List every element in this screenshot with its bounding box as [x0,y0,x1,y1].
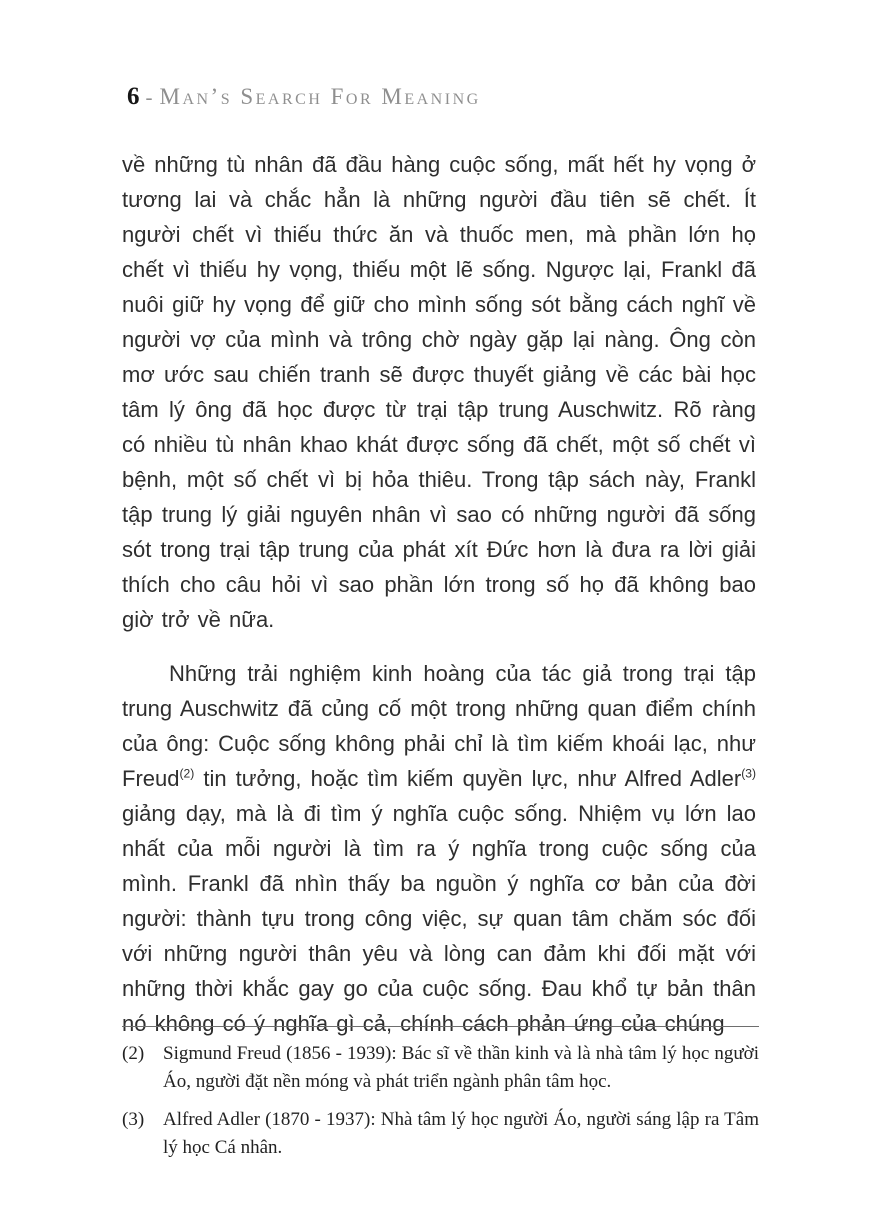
page-body [122,147,756,1041]
paragraph-text: giảng dạy, mà là đi tìm ý nghĩa cuộc sống. Nhiệm vụ lớn lao nhất của mỗi người là tìm ra ý nghĩa trong cuộc sống của mình. Frankl đã nhìn thấy ba nguồn ý nghĩa cơ bản của đời người: thành tựu trong công việc, sự quan tâm chăm sóc đối với những người thân yêu và lòng can đảm khi đối mặt với những thời khắc gay go của cuộc sống. Đau khổ tự bản thân nó không có ý nghĩa gì cả, chính cách phản ứng của chúng [122,801,756,1036]
footnote-label: (3) [122,1109,145,1130]
paragraph [122,656,756,1041]
footnote-divider [122,1026,759,1027]
book-title: Man’s Search For Meaning [159,84,481,109]
footnote [122,1106,759,1162]
footnote-label: (2) [122,1043,145,1064]
header-separator: - [145,85,153,109]
page-number: 6 [127,83,140,110]
footnotes-section [122,1026,759,1162]
paragraph-text: Những trải nghiệm kinh hoàng của tác giả trong trại tập trung Auschwitz đã củng cố một trong những quan điểm chính của ông: Cuộc sống không phải chỉ là tìm kiếm khoái lạc, như Freud [122,661,756,791]
running-head [127,83,481,111]
paragraph-text: tin tưởng, hoặc tìm kiếm quyền lực, như Alfred Adler [194,766,742,791]
paragraph: về những tù nhân đã đầu hàng cuộc sống, mất hết hy vọng ở tương lai và chắc hẳn là những người đầu tiên sẽ chết. Ít người chết vì thiếu thức ăn và thuốc men, mà phần lớn họ chết vì thiếu hy vọng, thiếu một lẽ sống. Ngược lại, Frankl đã nuôi giữ hy vọng để giữ cho mình sống sót bằng cách nghĩ về người vợ của mình và trông chờ ngày gặp lại nàng. Ông còn mơ ước sau chiến tranh sẽ được thuyết giảng về các bài học tâm lý ông đã học được từ trại tập trung Auschwitz. Rõ ràng có nhiều tù nhân khao khát được sống đã chết, một số chết vì bệnh, một số chết vì bị hỏa thiêu. Trong tập sách này, Frankl tập trung lý giải nguyên nhân vì sao có những người đã sống sót trong trại tập trung của phát xít Đức hơn là đưa ra lời giải thích cho câu hỏi vì sao phần lớn trong số họ đã không bao giờ trở về nữa. [122,152,756,632]
footnote-text: Sigmund Freud (1856 - 1939): Bác sĩ về thần kinh và là nhà tâm lý học người Áo, người đặt nền móng và phát triển ngành phân tâm học. [163,1043,759,1092]
footnote-ref-2: (2) [179,766,195,781]
footnote-ref-3: (3) [741,766,756,781]
footnote-text: Alfred Adler (1870 - 1937): Nhà tâm lý học người Áo, người sáng lập ra Tâm lý học Cá nhân. [163,1109,759,1158]
footnote [122,1040,759,1096]
